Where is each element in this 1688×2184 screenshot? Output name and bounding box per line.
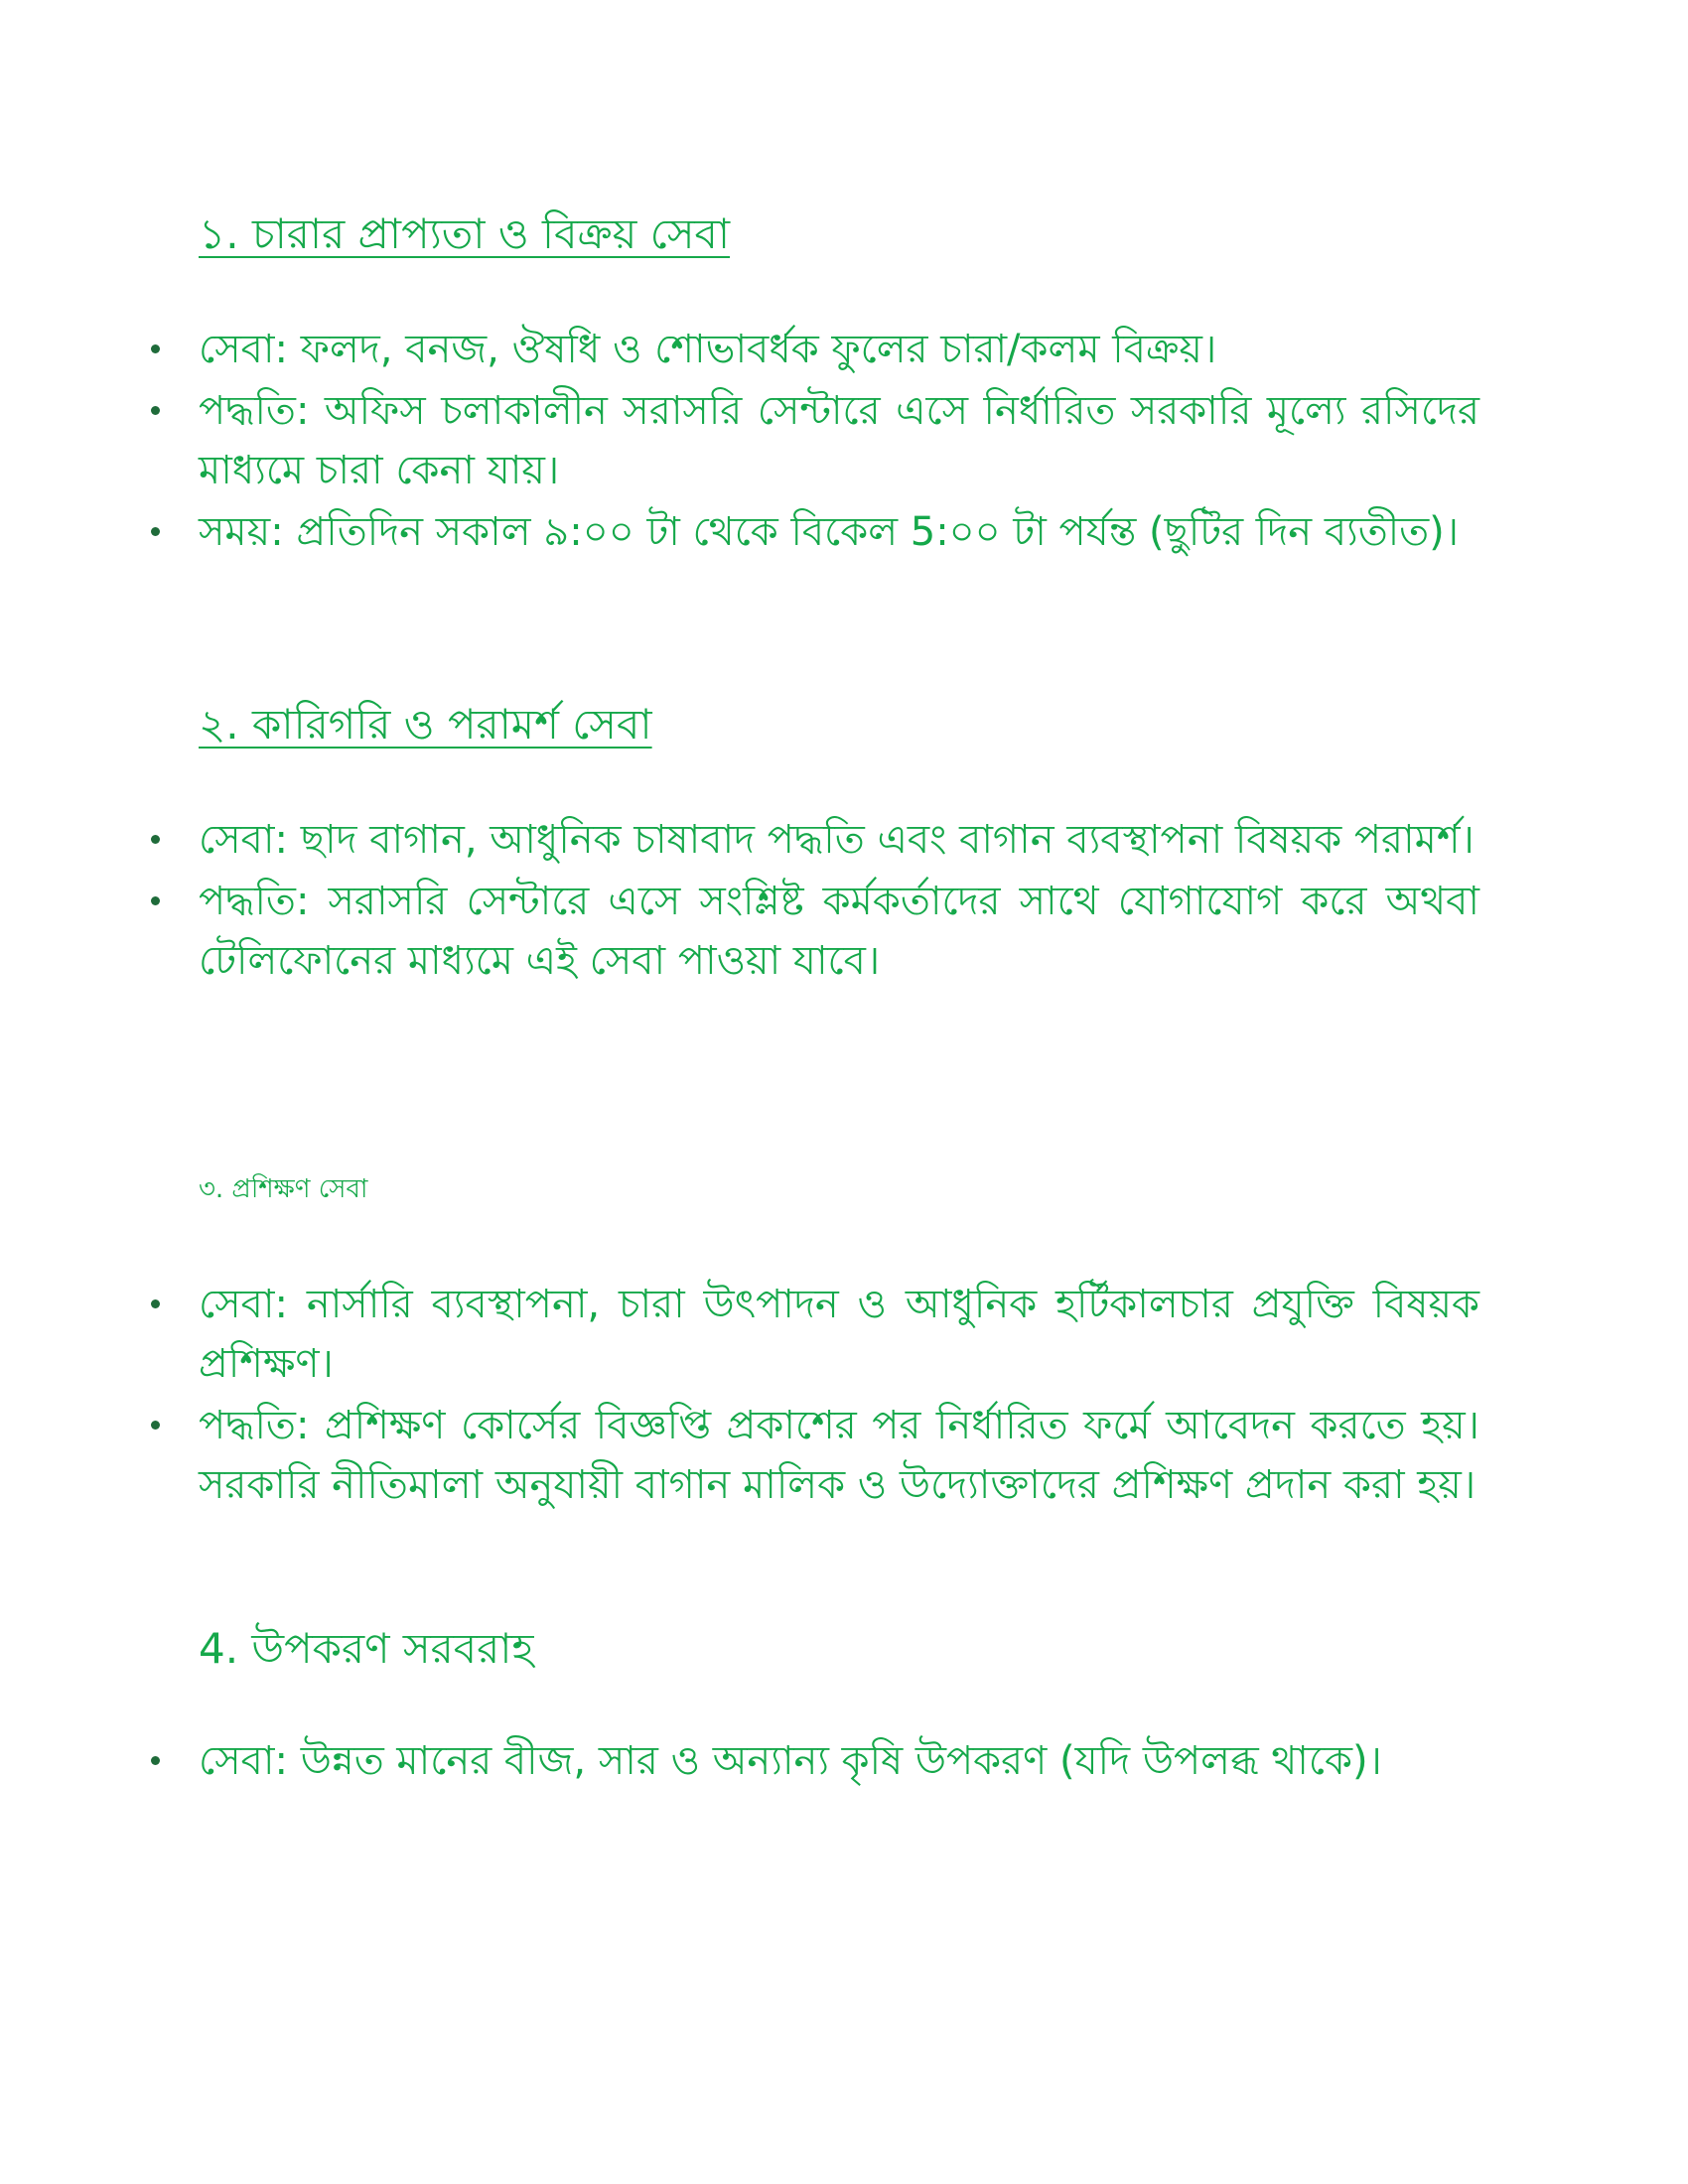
item-label: পদ্ধতি: xyxy=(199,879,310,924)
item-text: প্রশিক্ষণ কোর্সের বিজ্ঞপ্তি প্রকাশের পর নির্ধারিত ফর্মে আবেদন করতে হয়। সরকারি নীতিমালা অনুযায়ী বাগান মালিক ও উদ্যোক্তাদের প্রশিক্ষণ প্রদান করা হয়। xyxy=(199,1403,1479,1508)
bullet-icon xyxy=(151,527,160,536)
list-item xyxy=(139,1275,1479,1394)
item-text: উন্নত মানের বীজ, সার ও অন্যান্য কৃষি উপকরণ (যদি উপলব্ধ থাকে)। xyxy=(288,1738,1382,1784)
item-label: সেবা: xyxy=(199,817,288,863)
item-text: অফিস চলাকালীন সরাসরি সেন্টারে এসে নির্ধারিত সরকারি মূল্যে রসিদের মাধ্যমে চারা কেনা যায়। xyxy=(199,388,1479,493)
item-label: সেবা: xyxy=(199,1738,288,1784)
item-text: ছাদ বাগান, আধুনিক চাষাবাদ পদ্ধতি এবং বাগান ব্যবস্থাপনা বিষয়ক পরামর্শ। xyxy=(288,817,1475,863)
item-label: পদ্ধতি: xyxy=(199,388,310,434)
list-item xyxy=(139,381,1479,500)
bullet-list-seedling-sales xyxy=(139,320,1479,564)
item-text: সরাসরি সেন্টারে এসে সংশ্লিষ্ট কর্মকর্তাদের সাথে যোগাযোগ করে অথবা টেলিফোনের মাধ্যমে এই সেবা পাওয়া যাবে। xyxy=(199,879,1479,984)
bullet-list-input-supply xyxy=(139,1731,1479,1793)
item-text: নার্সারি ব্যবস্থাপনা, চারা উৎপাদন ও আধুনিক হর্টিকালচার প্রযুক্তি বিষয়ক প্রশিক্ষণ। xyxy=(199,1282,1479,1387)
section-heading-technical-advice: ২. কারিগরি ও পরামর্শ সেবা xyxy=(199,700,652,749)
item-label: সেবা: xyxy=(199,327,288,372)
list-item xyxy=(139,872,1479,991)
list-item xyxy=(139,810,1479,870)
bullet-list-technical-advice xyxy=(139,810,1479,993)
list-item xyxy=(139,502,1479,562)
section-heading-seedling-sales: ১. চারার প্রাপ্যতা ও বিক্রয় সেবা xyxy=(199,209,731,258)
item-label: পদ্ধতি: xyxy=(199,1403,310,1448)
bullet-list-training xyxy=(139,1275,1479,1517)
bullet-icon xyxy=(151,1756,160,1765)
list-item xyxy=(139,1731,1479,1791)
bullet-icon xyxy=(151,406,160,415)
section-heading-training: ৩. প্রশিক্ষণ সেবা xyxy=(199,1174,368,1204)
bullet-icon xyxy=(151,835,160,844)
bullet-icon xyxy=(151,344,160,353)
item-label: সেবা: xyxy=(199,1282,288,1327)
bullet-icon xyxy=(151,1421,160,1430)
item-label: সময়: xyxy=(199,509,284,555)
item-text: ফলদ, বনজ, ঔষধি ও শোভাবর্ধক ফুলের চারা/কলম বিক্রয়। xyxy=(288,327,1217,372)
section-heading-input-supply: 4. উপকরণ সরবরাহ xyxy=(199,1624,534,1673)
bullet-icon xyxy=(151,896,160,905)
bullet-icon xyxy=(151,1299,160,1308)
list-item xyxy=(139,320,1479,379)
list-item xyxy=(139,1396,1479,1515)
item-text: প্রতিদিন সকাল ৯:০০ টা থেকে বিকেল 5:০০ টা পর্যন্ত (ছুটির দিন ব্যতীত)। xyxy=(283,509,1460,555)
